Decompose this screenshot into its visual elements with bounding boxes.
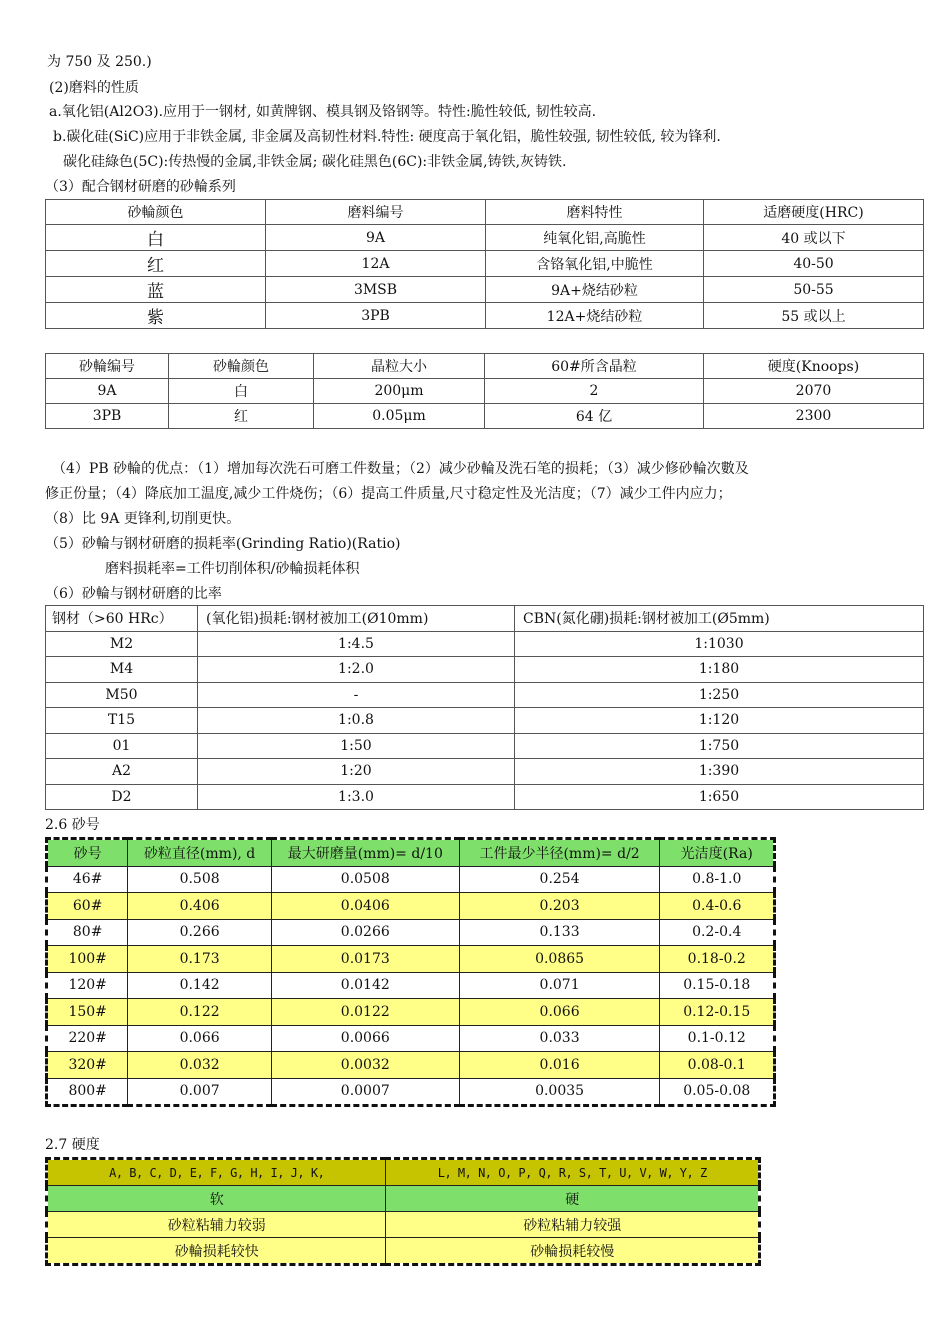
para-line-6: （6）砂輪与钢材研磨的比率 bbox=[45, 586, 222, 602]
intro-line-4: b.碳化硅(SiC)应用于非铁金属, 非金属及高韧性材料.特性: 硬度高于氧化铝，脆性较强, 韧性较低, 较为锋利. bbox=[53, 129, 721, 145]
table-cell: 蓝 bbox=[46, 277, 266, 303]
table-cell: 0.0142 bbox=[271, 972, 459, 999]
table-cell: 0.254 bbox=[459, 866, 660, 893]
table-cell: 砂輪损耗较慢 bbox=[386, 1238, 760, 1265]
table-row bbox=[46, 379, 924, 404]
table-row bbox=[47, 1025, 775, 1052]
table-cell: 0.8-1.0 bbox=[660, 866, 775, 893]
table-cell: 320# bbox=[47, 1052, 128, 1079]
table-cell: 0.0035 bbox=[459, 1078, 660, 1106]
table-cell: 1:180 bbox=[515, 657, 924, 683]
table-cell: 1:2.0 bbox=[198, 657, 515, 683]
table-cell: 1:390 bbox=[515, 759, 924, 785]
table-cell: 0.2-0.4 bbox=[660, 919, 775, 946]
table-header-row bbox=[46, 354, 924, 379]
intro-line-3: a.氧化铝(Al2O3).应用于一钢材, 如黄牌钢、模具钢及铬钢等。特性:脆性较低, 韧性较高. bbox=[49, 104, 597, 120]
table-cell: 0.406 bbox=[128, 893, 272, 920]
table-cell: 3PB bbox=[266, 303, 486, 329]
table-row bbox=[46, 708, 924, 734]
table-cell: 0.18-0.2 bbox=[660, 946, 775, 973]
table-cell: 1:120 bbox=[515, 708, 924, 734]
intro-line-2: (2)磨料的性质 bbox=[49, 80, 139, 96]
hardness-table bbox=[45, 1157, 761, 1266]
table-cell: 红 bbox=[169, 404, 314, 429]
intro-line-6: （3）配合钢材研磨的砂輪系列 bbox=[45, 179, 236, 195]
table-header-row bbox=[46, 606, 924, 632]
table-cell: 220# bbox=[47, 1025, 128, 1052]
table-cell: 1:3.0 bbox=[198, 784, 515, 810]
table-header-cell: 适磨硬度(HRC) bbox=[704, 200, 924, 225]
table-cell: 1:4.5 bbox=[198, 631, 515, 657]
table-cell: 含铬氧化铝,中脆性 bbox=[486, 251, 704, 277]
table-cell: 0.266 bbox=[128, 919, 272, 946]
table-row bbox=[47, 919, 775, 946]
table-cell: 砂輪损耗较快 bbox=[47, 1238, 386, 1265]
table-cell: 0.0066 bbox=[271, 1025, 459, 1052]
section-title-grit: 2.6 砂号 bbox=[45, 817, 100, 833]
table-header-cell: 60#所含晶粒 bbox=[485, 354, 704, 379]
table-cell: 软 bbox=[47, 1186, 386, 1212]
table-cell: 0.0122 bbox=[271, 999, 459, 1026]
table-header-cell: CBN(氮化硼)损耗:钢材被加工(Ø5mm) bbox=[515, 606, 924, 632]
table-cell: 80# bbox=[47, 919, 128, 946]
table-header-cell: 磨料特性 bbox=[486, 200, 704, 225]
table-cell: 55 或以上 bbox=[704, 303, 924, 329]
table-header-cell: 光洁度(Ra) bbox=[660, 839, 775, 867]
table-row bbox=[47, 1159, 760, 1186]
table-cell: 64 亿 bbox=[485, 404, 704, 429]
table-row bbox=[46, 277, 924, 303]
table-cell: M50 bbox=[46, 682, 198, 708]
table-cell: 0.032 bbox=[128, 1052, 272, 1079]
table-row bbox=[47, 1186, 760, 1212]
table-cell: M2 bbox=[46, 631, 198, 657]
table-cell: 0.066 bbox=[459, 999, 660, 1026]
table-cell: M4 bbox=[46, 657, 198, 683]
table-cell: 0.122 bbox=[128, 999, 272, 1026]
table-cell: 砂粒粘辅力较强 bbox=[386, 1212, 760, 1238]
table-cell: 3PB bbox=[46, 404, 169, 429]
table-cell: 1:20 bbox=[198, 759, 515, 785]
table-cell: 40-50 bbox=[704, 251, 924, 277]
grain-table bbox=[45, 353, 924, 429]
table-cell: 0.1-0.12 bbox=[660, 1025, 775, 1052]
table-cell: 0.007 bbox=[128, 1078, 272, 1106]
table-cell: 50-55 bbox=[704, 277, 924, 303]
table-cell: 2300 bbox=[704, 404, 924, 429]
table-row bbox=[47, 972, 775, 999]
intro-line-5: 碳化硅綠色(5C):传热慢的金属,非铁金属; 碳化硅黑色(6C):非铁金属,铸铁,灰铸铁. bbox=[63, 154, 567, 170]
table-cell: L, M, N, O, P, Q, R, S, T, U, V, W, Y, Z bbox=[386, 1159, 760, 1186]
table-header-cell: 砂輪颜色 bbox=[169, 354, 314, 379]
table-cell: 1:750 bbox=[515, 733, 924, 759]
table-header-cell: 晶粒大小 bbox=[314, 354, 485, 379]
table-header-cell: (氧化铝)损耗:钢材被加工(Ø10mm) bbox=[198, 606, 515, 632]
table-cell: 0.203 bbox=[459, 893, 660, 920]
grinding-ratio-table bbox=[45, 605, 924, 810]
table-cell: 200μm bbox=[314, 379, 485, 404]
table-cell: 120# bbox=[47, 972, 128, 999]
table-cell: 0.12-0.15 bbox=[660, 999, 775, 1026]
table-row bbox=[46, 733, 924, 759]
table-cell: 0.142 bbox=[128, 972, 272, 999]
table-cell: 0.133 bbox=[459, 919, 660, 946]
table-row bbox=[47, 866, 775, 893]
table-cell: 2 bbox=[485, 379, 704, 404]
table-row bbox=[47, 1238, 760, 1265]
table-header-cell: 钢材（>60 HRc） bbox=[46, 606, 198, 632]
table-header-row bbox=[46, 200, 924, 225]
table-row bbox=[46, 631, 924, 657]
table-header-cell: 最大研磨量(mm)= d/10 bbox=[271, 839, 459, 867]
table-cell: 0.0406 bbox=[271, 893, 459, 920]
table-cell: 9A+烧结砂粒 bbox=[486, 277, 704, 303]
table-cell: 0.05μm bbox=[314, 404, 485, 429]
table-cell: - bbox=[198, 682, 515, 708]
section-title-hardness: 2.7 硬度 bbox=[45, 1137, 100, 1153]
table-cell: 紫 bbox=[46, 303, 266, 329]
table-cell: 46# bbox=[47, 866, 128, 893]
table-row bbox=[46, 225, 924, 251]
para-line-2: 修正份量；（4）降底加工温度,减少工件烧伤；（6）提高工件质量,尺寸稳定性及光洁度；（7）减少工件内应力； bbox=[45, 486, 732, 502]
table-cell: 1:0.8 bbox=[198, 708, 515, 734]
table-cell: 0.016 bbox=[459, 1052, 660, 1079]
table-cell: 0.4-0.6 bbox=[660, 893, 775, 920]
table-cell: 9A bbox=[46, 379, 169, 404]
table-row bbox=[46, 404, 924, 429]
table-cell: 0.066 bbox=[128, 1025, 272, 1052]
table-cell: 100# bbox=[47, 946, 128, 973]
table-cell: A2 bbox=[46, 759, 198, 785]
table-cell: 0.0173 bbox=[271, 946, 459, 973]
table-cell: 纯氧化铝,高脆性 bbox=[486, 225, 704, 251]
table-cell: 0.508 bbox=[128, 866, 272, 893]
table-cell: 0.15-0.18 bbox=[660, 972, 775, 999]
table-row bbox=[46, 784, 924, 810]
table-row bbox=[47, 1052, 775, 1079]
table-header-cell: 砂号 bbox=[47, 839, 128, 867]
table-row bbox=[46, 657, 924, 683]
table-cell: 0.0266 bbox=[271, 919, 459, 946]
grit-table bbox=[45, 837, 776, 1107]
table-cell: 0.071 bbox=[459, 972, 660, 999]
table-cell: 1:50 bbox=[198, 733, 515, 759]
table-cell: 12A bbox=[266, 251, 486, 277]
table-header-cell: 砂粒直径(mm), d bbox=[128, 839, 272, 867]
table-row bbox=[46, 251, 924, 277]
para-line-5: 磨料损耗率=工件切削体积/砂輪损耗体积 bbox=[105, 561, 360, 577]
table-header-cell: 砂輪编号 bbox=[46, 354, 169, 379]
table-cell: 0.0032 bbox=[271, 1052, 459, 1079]
table-cell: 0.0007 bbox=[271, 1078, 459, 1106]
table-cell: 2070 bbox=[704, 379, 924, 404]
table-cell: 0.033 bbox=[459, 1025, 660, 1052]
para-line-4: （5）砂輪与钢材研磨的损耗率(Grinding Ratio)(Ratio) bbox=[45, 536, 401, 552]
table-cell: 0.0865 bbox=[459, 946, 660, 973]
table-cell: 硬 bbox=[386, 1186, 760, 1212]
table-header-cell: 磨料编号 bbox=[266, 200, 486, 225]
para-line-3: （8）比 9A 更锋利,切削更快。 bbox=[45, 511, 241, 527]
table-cell: 1:250 bbox=[515, 682, 924, 708]
table-cell: 0.173 bbox=[128, 946, 272, 973]
table-row bbox=[46, 682, 924, 708]
table-row bbox=[46, 759, 924, 785]
para-line-1: （4）PB 砂輪的优点：（1）增加每次洗石可磨工件数量；（2）减少砂輪及洗石笔的损耗；（3）减少修砂輪次數及 bbox=[52, 461, 749, 477]
table-row bbox=[46, 303, 924, 329]
table-header-cell: 砂輪颜色 bbox=[46, 200, 266, 225]
table-cell: 60# bbox=[47, 893, 128, 920]
table-cell: 1:1030 bbox=[515, 631, 924, 657]
table-cell: 0.05-0.08 bbox=[660, 1078, 775, 1106]
table-cell: 白 bbox=[46, 225, 266, 251]
table-cell: 砂粒粘辅力较弱 bbox=[47, 1212, 386, 1238]
table-cell: D2 bbox=[46, 784, 198, 810]
table-cell: T15 bbox=[46, 708, 198, 734]
table-cell: 9A bbox=[266, 225, 486, 251]
table-cell: 白 bbox=[169, 379, 314, 404]
table-header-row bbox=[47, 839, 775, 867]
table-row bbox=[47, 1212, 760, 1238]
table-cell: 0.0508 bbox=[271, 866, 459, 893]
table-cell: 0.08-0.1 bbox=[660, 1052, 775, 1079]
table-cell: 12A+烧结砂粒 bbox=[486, 303, 704, 329]
table-cell: 150# bbox=[47, 999, 128, 1026]
table-cell: 40 或以下 bbox=[704, 225, 924, 251]
table-cell: 红 bbox=[46, 251, 266, 277]
table-cell: 3MSB bbox=[266, 277, 486, 303]
table-cell: A, B, C, D, E, F, G, H, I, J, K, bbox=[47, 1159, 386, 1186]
table-row bbox=[47, 893, 775, 920]
wheel-series-table bbox=[45, 199, 924, 329]
table-row bbox=[47, 946, 775, 973]
table-cell: 01 bbox=[46, 733, 198, 759]
table-cell: 1:650 bbox=[515, 784, 924, 810]
table-header-cell: 工件最少半径(mm)= d/2 bbox=[459, 839, 660, 867]
table-cell: 800# bbox=[47, 1078, 128, 1106]
table-row bbox=[47, 999, 775, 1026]
table-header-cell: 硬度(Knoops) bbox=[704, 354, 924, 379]
table-row bbox=[47, 1078, 775, 1106]
intro-line-1: 为 750 及 250.) bbox=[47, 54, 152, 70]
